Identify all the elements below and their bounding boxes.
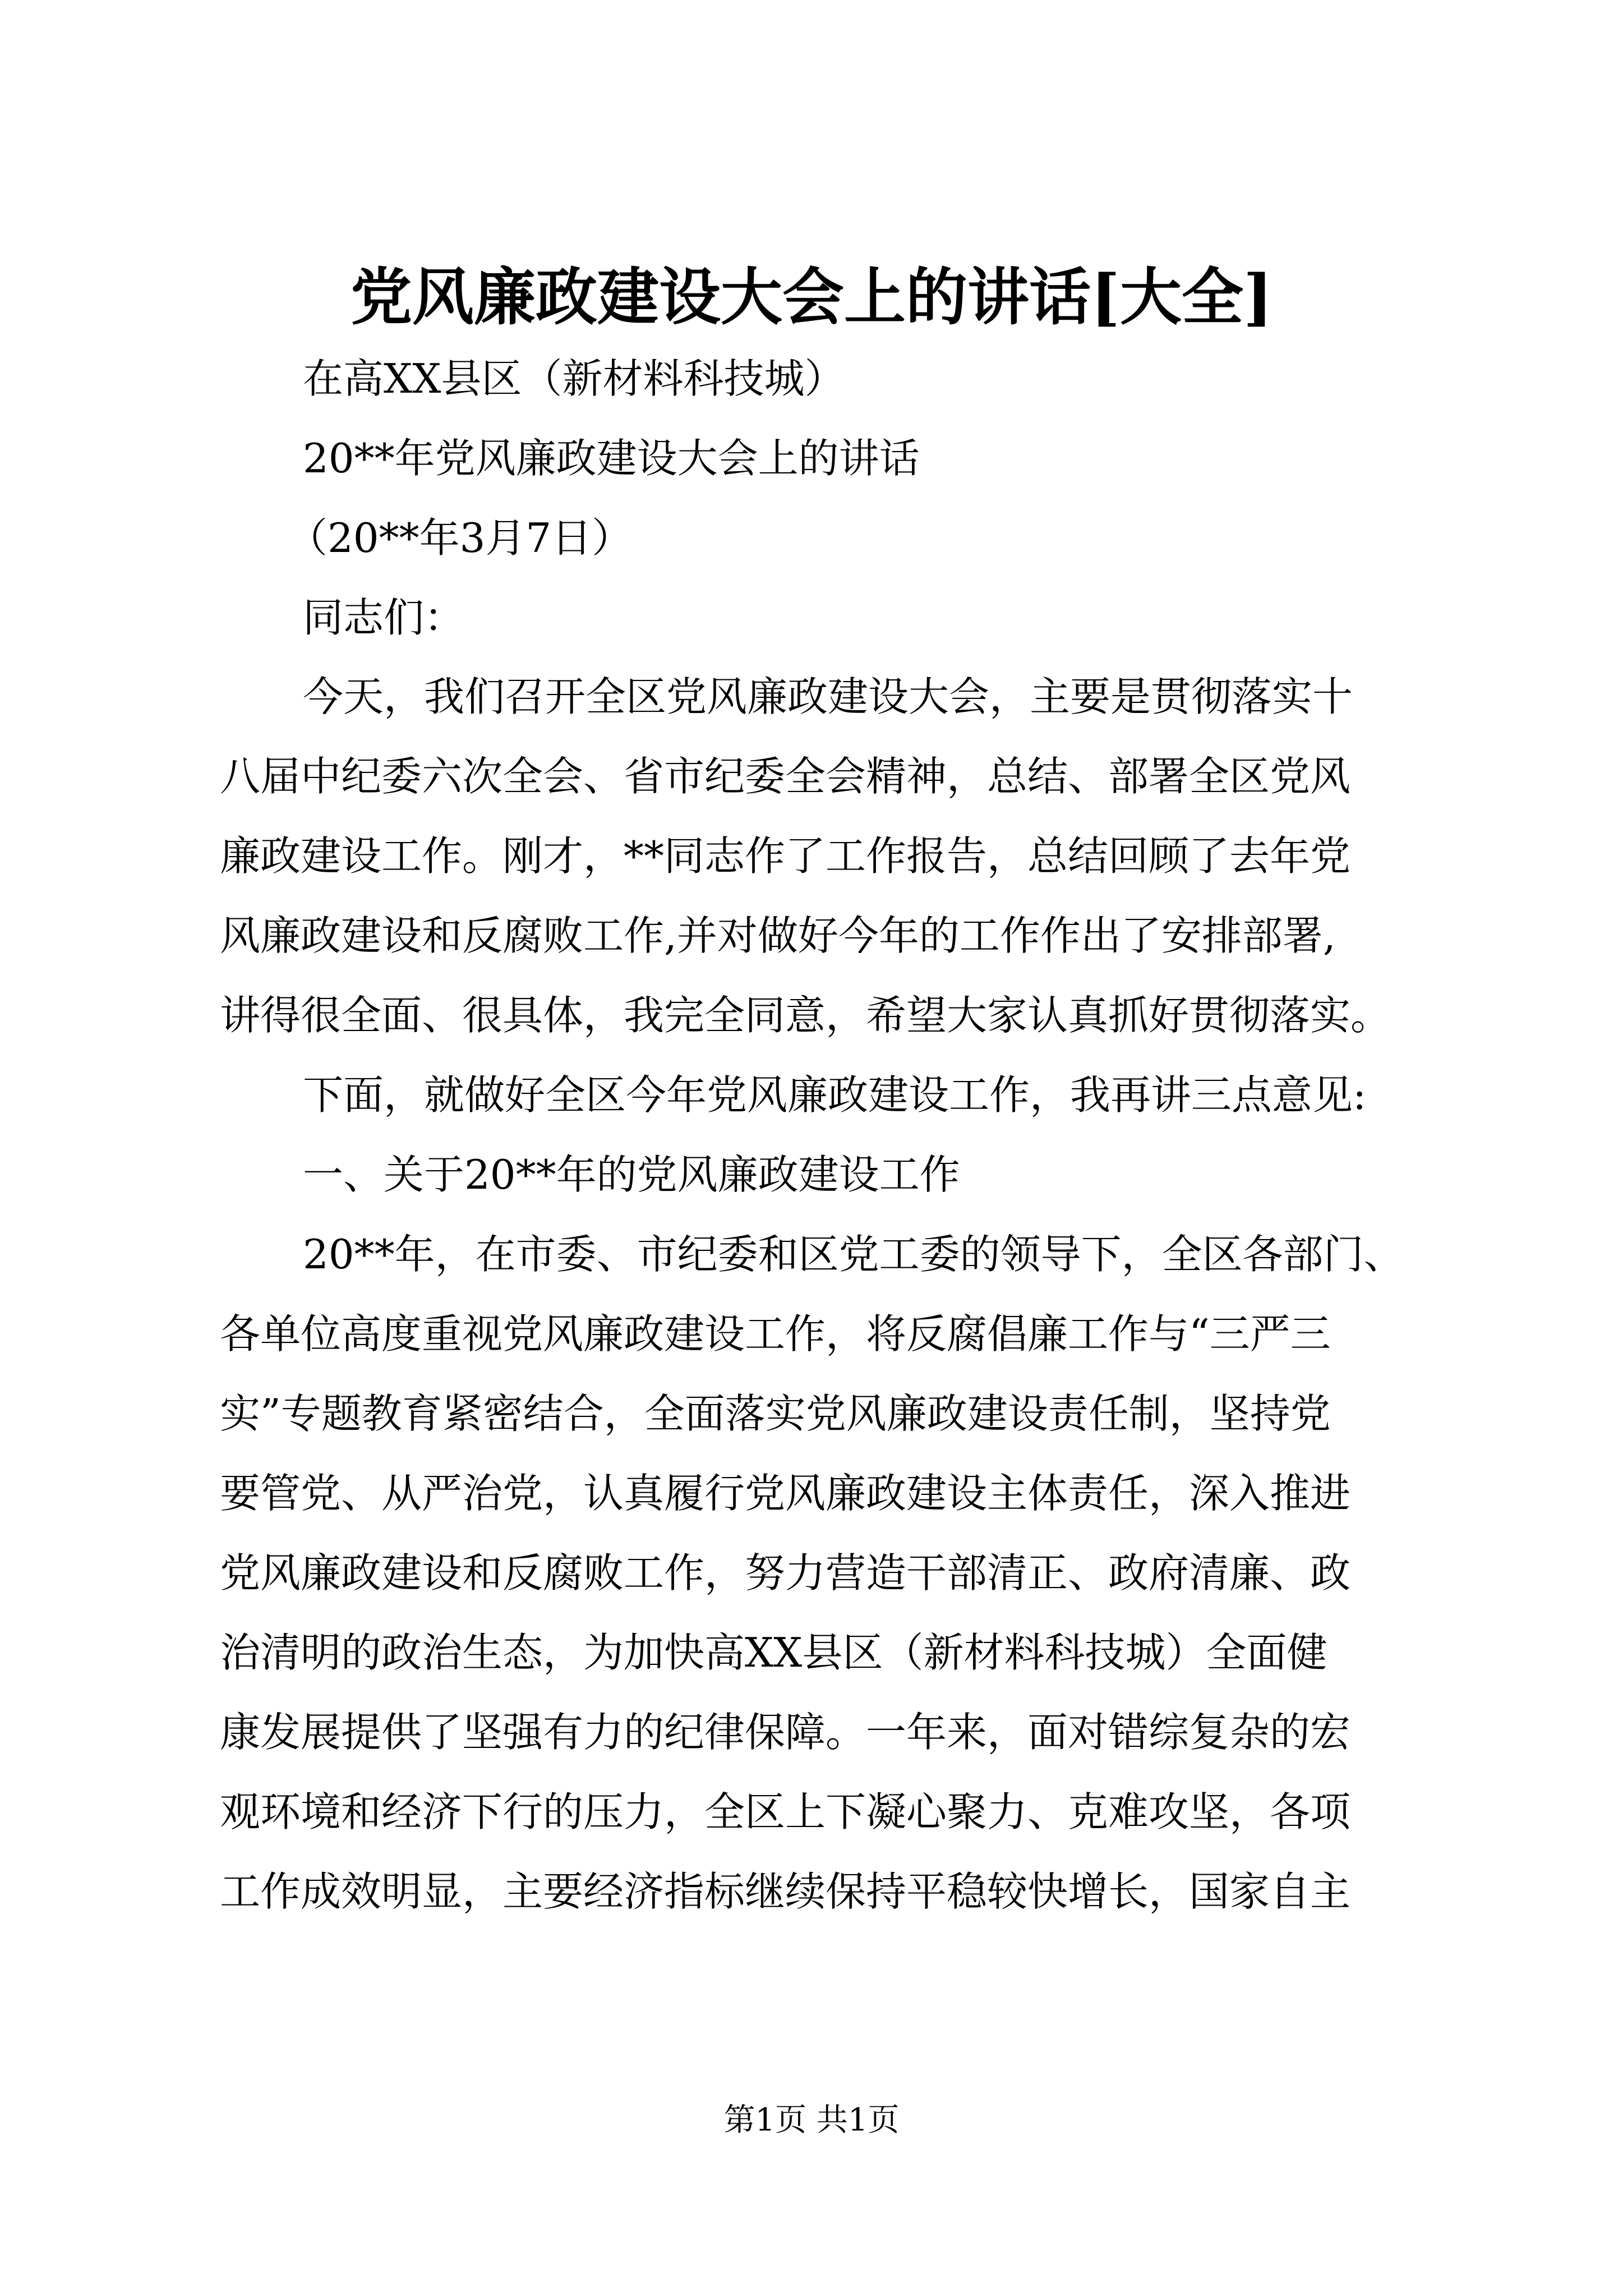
- text-line: 同志们：: [303, 594, 465, 641]
- text-line: 康发展提供了坚强有力的纪律保障。一年来，面对错综复杂的宏: [220, 1709, 1351, 1756]
- text-line: 党风廉政建设和反腐败工作，努力营造干部清正、政府清廉、政: [220, 1549, 1351, 1596]
- text-line: 各单位高度重视党风廉政建设工作，将反腐倡廉工作与“三严三: [220, 1310, 1331, 1358]
- text-line: 八届中纪委六次全会、省市纪委全会精神，总结、部署全区党风: [220, 753, 1351, 800]
- text-line: 实”专题教育紧密结合，全面落实党风廉政建设责任制，坚持党: [220, 1390, 1331, 1437]
- document-title: 党风廉政建设大会上的讲话[大全]: [350, 261, 1273, 333]
- text-line: 20**年党风廉政建设大会上的讲话: [303, 435, 920, 482]
- text-line: 讲得很全面、很具体，我完全同意，希望大家认真抓好贯彻落实。: [220, 992, 1391, 1039]
- text-line: 工作成效明显，主要经济指标继续保持平稳较快增长，国家自主: [220, 1868, 1351, 1915]
- text-line: 风廉政建设和反腐败工作,并对做好今年的工作作出了安排部署,: [220, 912, 1336, 959]
- page-number-footer: 第1页 共1页: [723, 2102, 900, 2138]
- text-line: 观环境和经济下行的压力，全区上下凝心聚力、克难攻坚，各项: [220, 1788, 1351, 1835]
- text-line: 20**年，在市委、市纪委和区党工委的领导下，全区各部门、: [303, 1231, 1404, 1278]
- text-line: （20**年3月7日）: [287, 514, 633, 562]
- text-line: 廉政建设工作。刚才，**同志作了工作报告，总结回顾了去年党: [220, 832, 1351, 880]
- text-line: 要管党、从严治党，认真履行党风廉政建设主体责任，深入推进: [220, 1470, 1351, 1517]
- text-line: 在高XX县区（新材料科技城）: [303, 355, 845, 402]
- text-line: 今天，我们召开全区党风廉政建设大会，主要是贯彻落实十: [303, 673, 1353, 720]
- text-line: 下面，就做好全区今年党风廉政建设工作，我再讲三点意见:: [303, 1071, 1367, 1119]
- text-line: 治清明的政治生态，为加快高XX县区（新材料科技城）全面健: [220, 1629, 1327, 1676]
- section-heading: 一、关于20**年的党风廉政建设工作: [303, 1151, 960, 1198]
